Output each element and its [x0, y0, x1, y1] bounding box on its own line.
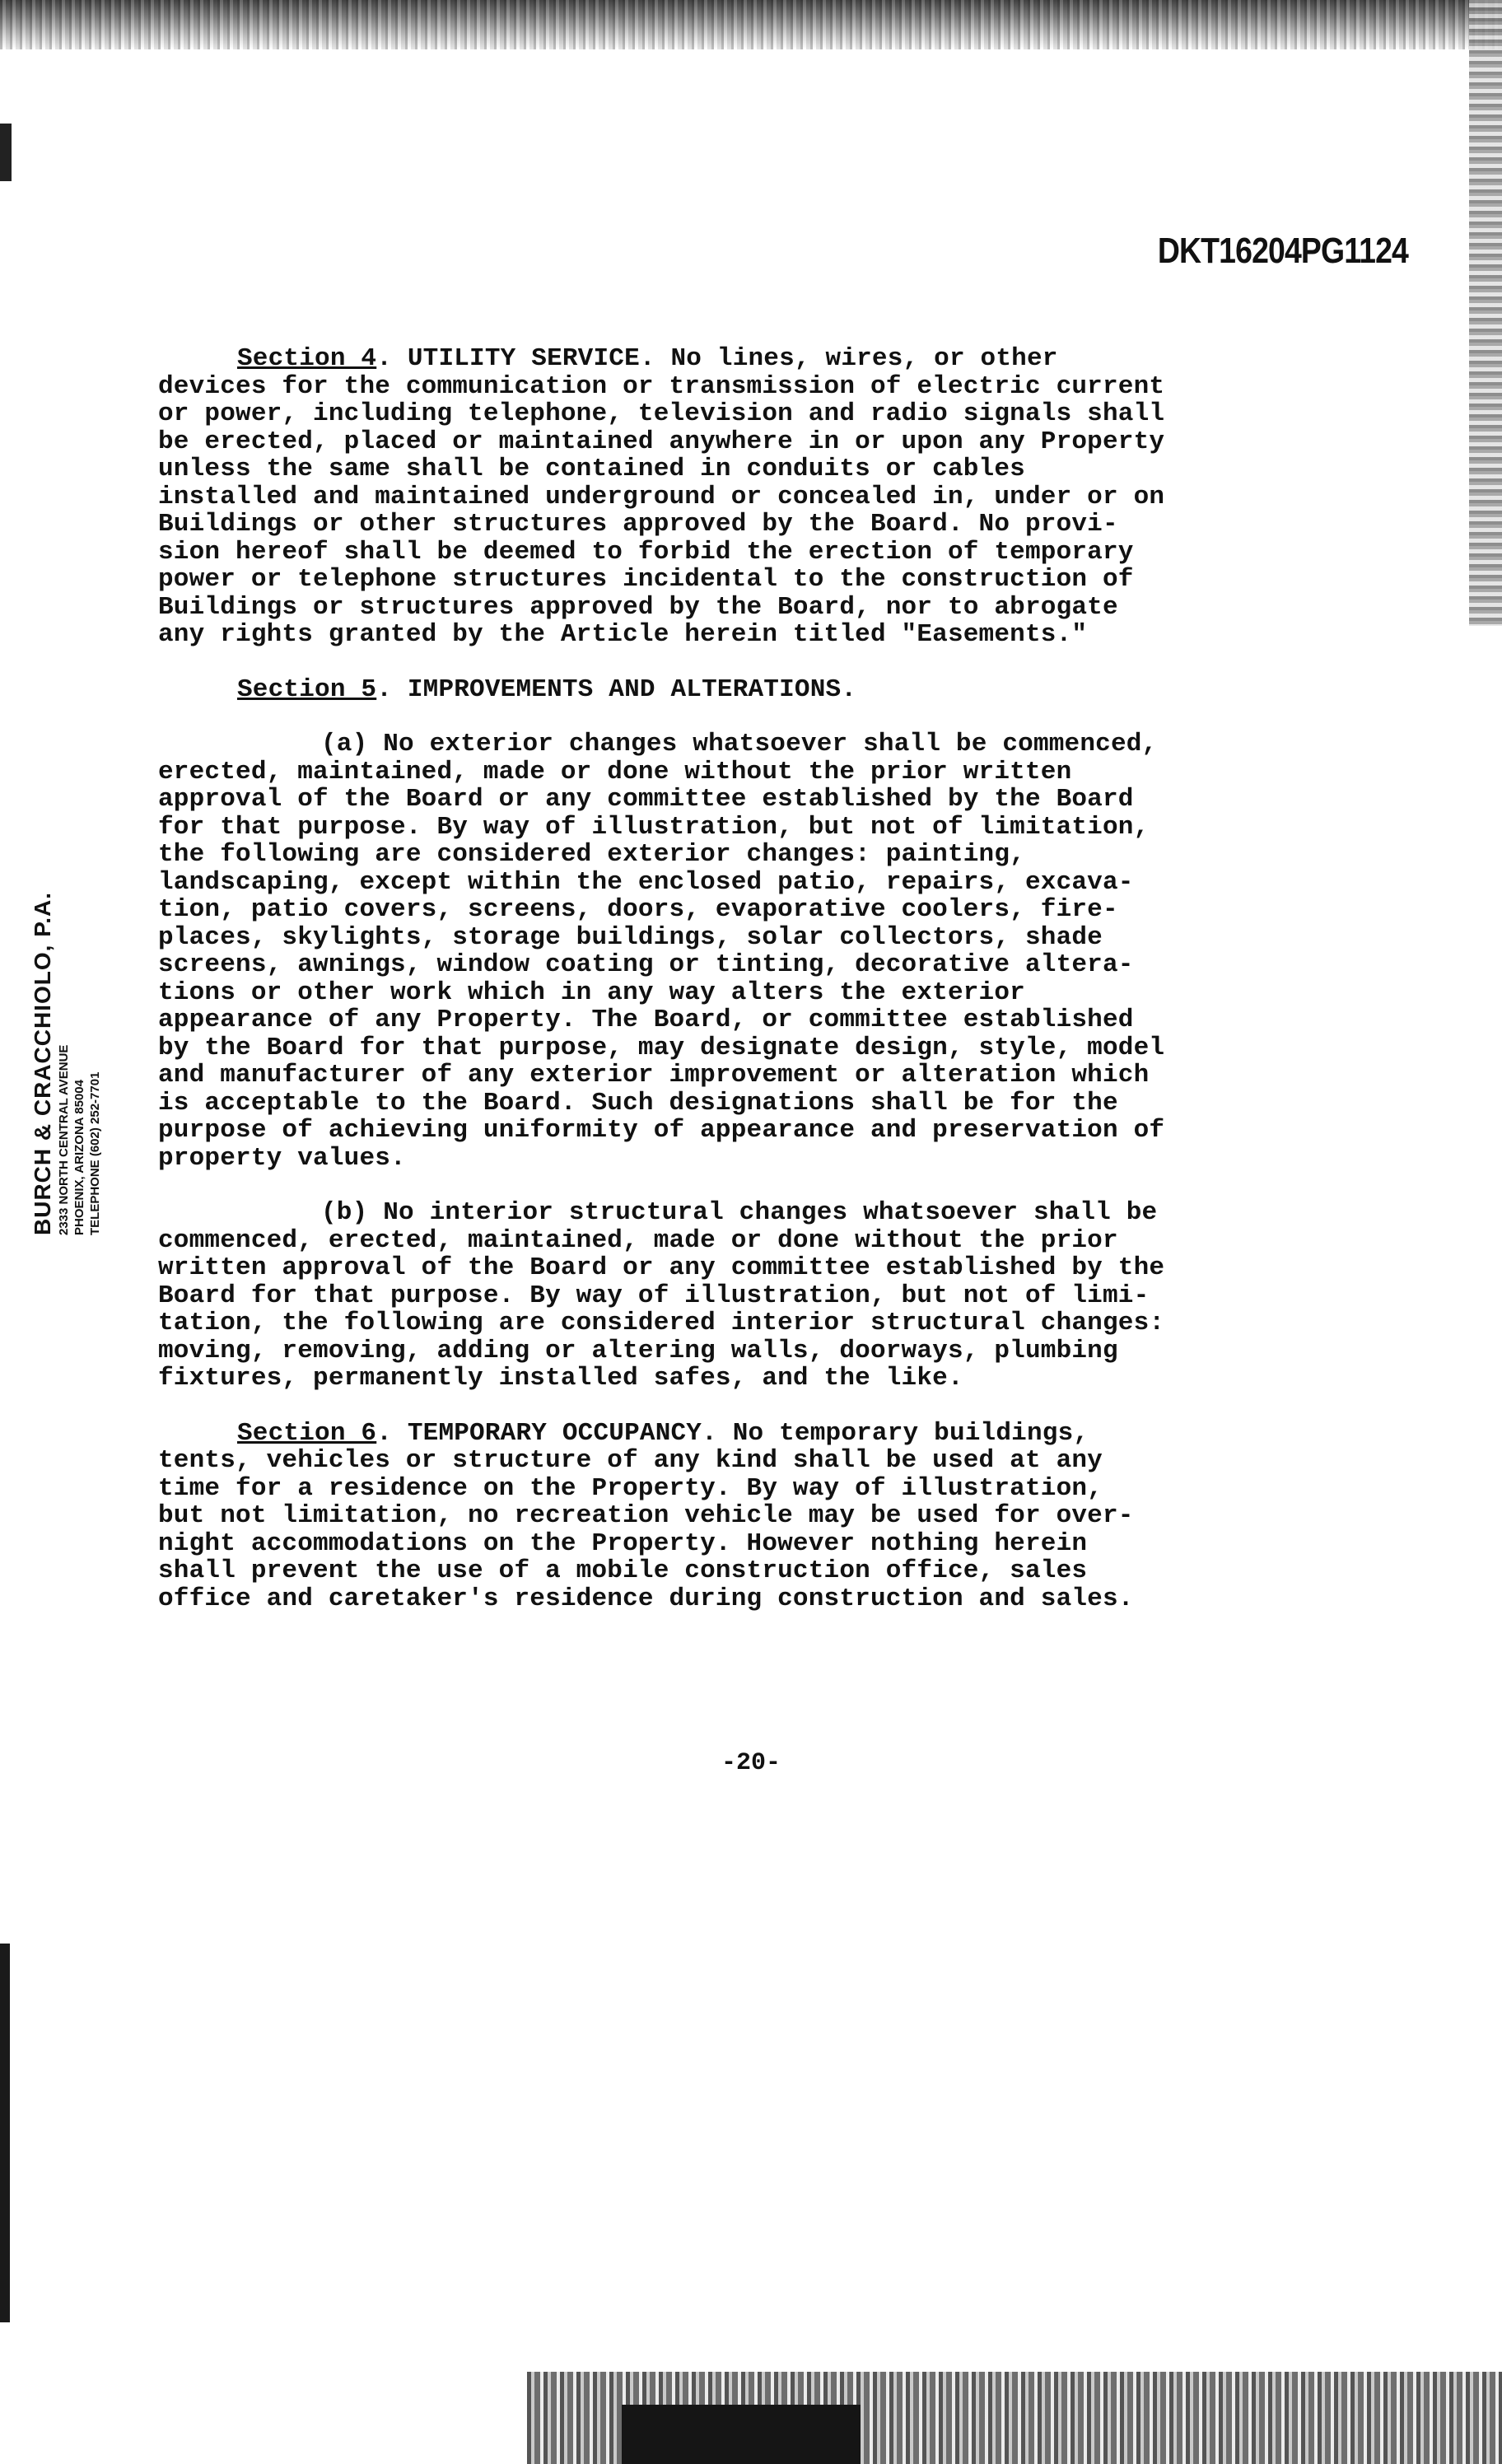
page-number: -20-: [721, 1749, 781, 1777]
section-5a-line: for that purpose. By way of illustration, but not of limitation,: [158, 812, 1150, 842]
firm-name: BURCH & CRACCHIOLO, P.A.: [30, 891, 55, 1235]
section-4-line: devices for the communication or transmission of electric current: [158, 371, 1165, 401]
section-5a-line: appearance of any Property. The Board, or committee established: [158, 1006, 1134, 1034]
section-4: [158, 345, 1360, 649]
paragraph-gap: [158, 703, 1360, 730]
section-4-line: any rights granted by the Article herein titled "Easements.": [158, 620, 1088, 649]
paragraph-gap: [158, 1172, 1360, 1199]
section-5-title: . IMPROVEMENTS AND ALTERATIONS.: [376, 674, 857, 704]
section-6-line: but not limitation, no recreation vehicle may be used for over-: [158, 1501, 1134, 1530]
section-4-line: or power, including telephone, television and radio signals shall: [158, 399, 1165, 428]
section-5a-line: and manufacturer of any exterior improvement or alteration which: [158, 1061, 1150, 1090]
section-5a-line: property values.: [158, 1143, 406, 1173]
section-5b-line: written approval of the Board or any committee established by the: [158, 1253, 1165, 1282]
section-5b-line: commenced, erected, maintained, made or done without the prior: [158, 1225, 1118, 1255]
section-5a-line: the following are considered exterior changes: painting,: [158, 840, 1025, 869]
scan-mark-left-bottom: [0, 1944, 10, 2322]
section-5-label: Section 5: [237, 674, 377, 704]
section-4-line: Buildings or structures approved by the Board, nor to abrogate: [158, 592, 1118, 622]
section-6: [158, 1420, 1360, 1613]
section-6-line: time for a residence on the Property. By way of illustration,: [158, 1473, 1103, 1503]
document-number: DKT16204PG1124: [1157, 231, 1408, 271]
section-4-line: be erected, placed or maintained anywhere in or upon any Property: [158, 427, 1165, 456]
section-6-line: office and caretaker's residence during construction and sales.: [158, 1584, 1134, 1613]
section-5-heading: [158, 676, 1360, 704]
scan-mark-left-top: [0, 124, 12, 181]
section-6-heading-text: . TEMPORARY OCCUPANCY. No temporary buildings,: [376, 1418, 1089, 1448]
section-4-line: power or telephone structures incidental to the construction of: [158, 565, 1134, 594]
section-4-line: unless the same shall be contained in conduits or cables: [158, 455, 1025, 483]
section-5a-line: approval of the Board or any committee established by the Board: [158, 785, 1134, 814]
firm-phone: TELEPHONE (602) 252-7701: [88, 1071, 102, 1235]
document-body: [158, 345, 1360, 1612]
scan-mark-bottom: [622, 2405, 861, 2464]
section-6-line: shall prevent the use of a mobile construction office, sales: [158, 1556, 1088, 1585]
paragraph-gap: [158, 1393, 1360, 1420]
scan-edge-top: [0, 0, 1502, 49]
section-5a-line: is acceptable to the Board. Such designations shall be for the: [158, 1088, 1118, 1118]
section-5: [158, 676, 1360, 1393]
paragraph-gap: [158, 649, 1360, 676]
section-5a-line: by the Board for that purpose, may designate design, style, model: [158, 1033, 1165, 1062]
section-5a-line: screens, awnings, window coating or tinting, decorative altera-: [158, 950, 1134, 979]
section-5b-line: Board for that purpose. By way of illustration, but not of limi-: [158, 1281, 1150, 1310]
section-4-heading-text: . UTILITY SERVICE. No lines, wires, or other: [376, 344, 1058, 373]
section-6-line: tents, vehicles or structure of any kind shall be used at any: [158, 1446, 1103, 1475]
section-5a-first-line: (a) No exterior changes whatsoever shall be commenced,: [321, 730, 1158, 758]
scan-edge-right: [1469, 0, 1502, 626]
section-5b-line: fixtures, permanently installed safes, and the like.: [158, 1364, 963, 1393]
section-4-line: Buildings or other structures approved by the Board. No provi-: [158, 510, 1118, 539]
section-5a-line: landscaping, except within the enclosed patio, repairs, excava-: [158, 867, 1134, 897]
section-4-label: Section 4: [237, 344, 377, 373]
section-5a-line: purpose of achieving uniformity of appearance and preservation of: [158, 1116, 1165, 1145]
section-5b-line: moving, removing, adding or altering walls, doorways, plumbing: [158, 1336, 1118, 1365]
section-5a-line: erected, maintained, made or done without the prior written: [158, 757, 1072, 786]
section-4-line: sion hereof shall be deemed to forbid the erection of temporary: [158, 537, 1134, 567]
section-5a-line: tion, patio covers, screens, doors, evaporative coolers, fire-: [158, 895, 1118, 924]
section-5b-first-line: (b) No interior structural changes whatsoever shall be: [321, 1198, 1158, 1227]
section-4-line: installed and maintained underground or concealed in, under or on: [158, 482, 1165, 511]
section-4-first-line: [158, 345, 1360, 373]
section-5a-line: tions or other work which in any way alters the exterior: [158, 978, 1025, 1007]
law-firm-stamp: [30, 848, 145, 1235]
section-6-label: Section 6: [237, 1418, 377, 1448]
section-5a-line: places, skylights, storage buildings, solar collectors, shade: [158, 922, 1103, 952]
section-5b-line: tation, the following are considered interior structural changes:: [158, 1309, 1165, 1337]
section-6-line: night accommodations on the Property. However nothing herein: [158, 1528, 1088, 1558]
firm-city: PHOENIX, ARIZONA 85004: [72, 1080, 86, 1235]
firm-address: 2333 NORTH CENTRAL AVENUE: [57, 1044, 71, 1235]
section-6-first-line: [158, 1420, 1360, 1448]
